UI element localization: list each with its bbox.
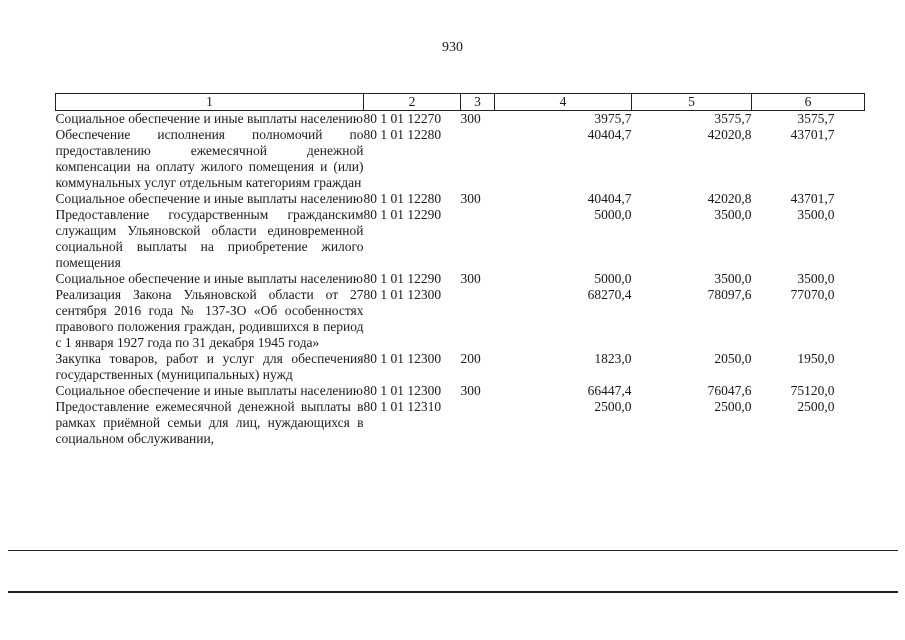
table-row <box>56 191 865 207</box>
table-row <box>56 207 865 271</box>
table-body <box>56 111 865 448</box>
cell-expense-type <box>461 127 495 191</box>
cell-value-1: 5000,0 <box>594 207 632 222</box>
cell-code: 80 1 01 12300 <box>363 287 442 302</box>
col-header-1: 1 <box>56 94 364 111</box>
cell-value-1: 66447,4 <box>587 383 632 398</box>
col-header-3: 3 <box>461 94 495 111</box>
cell-name: Обеспечение исполнения полномочий по предоставлению ежемесячной денежной компенсации на оплату жилого помещения и (или) коммунальных услуг отдельным категориям граждан <box>55 127 364 190</box>
cell-value-1: 2500,0 <box>594 399 632 414</box>
cell-value-2: 3575,7 <box>714 111 752 126</box>
cell-value-3: 3500,0 <box>797 207 835 222</box>
budget-table <box>55 93 865 447</box>
cell-value-1: 40404,7 <box>587 127 632 142</box>
cell-value-3: 3500,0 <box>797 271 835 286</box>
cell-name: Социальное обеспечение и иные выплаты населению <box>55 271 363 286</box>
cell-code: 80 1 01 12290 <box>363 271 442 286</box>
header-row <box>56 94 865 111</box>
cell-value-2: 42020,8 <box>707 191 752 206</box>
col-header-4: 4 <box>495 94 632 111</box>
table-row <box>56 287 865 351</box>
table-row <box>56 351 865 383</box>
cell-value-1: 5000,0 <box>594 271 632 286</box>
cell-value-2: 2500,0 <box>714 399 752 414</box>
cell-name: Реализация Закона Ульяновской области от 27 сентября 2016 года № 137-ЗО «Об особенностях правового положения граждан, родившихся в период с 1 января 1927 года по 31 декабря 1945 года» <box>55 287 364 350</box>
col-header-5: 5 <box>632 94 752 111</box>
cell-name: Социальное обеспечение и иные выплаты населению <box>55 383 363 398</box>
cell-expense-type: 300 <box>460 111 481 126</box>
col-header-2: 2 <box>364 94 461 111</box>
cell-value-2: 3500,0 <box>714 207 752 222</box>
cell-expense-type: 200 <box>460 351 481 366</box>
col-header-6: 6 <box>752 94 865 111</box>
table-row <box>56 127 865 191</box>
table-row <box>56 271 865 287</box>
cell-name: Социальное обеспечение и иные выплаты населению <box>55 191 363 206</box>
cell-expense-type: 300 <box>460 271 481 286</box>
cell-value-2: 2050,0 <box>714 351 752 366</box>
cell-expense-type <box>461 207 495 271</box>
cell-value-3: 75120,0 <box>790 383 835 398</box>
cell-expense-type <box>461 287 495 351</box>
table-row <box>56 111 865 128</box>
table-row <box>56 383 865 399</box>
cell-code: 80 1 01 12280 <box>363 127 442 142</box>
cell-value-2: 78097,6 <box>707 287 752 302</box>
cell-expense-type: 300 <box>460 383 481 398</box>
cell-code: 80 1 01 12310 <box>363 399 442 414</box>
cell-value-1: 68270,4 <box>587 287 632 302</box>
cell-name: Предоставление ежемесячной денежной выплаты в рамках приёмной семьи для лиц, нуждающихся в социальном обслуживании, <box>55 399 364 446</box>
cell-name: Социальное обеспечение и иные выплаты населению <box>55 111 363 126</box>
cell-value-3: 43701,7 <box>790 191 835 206</box>
cell-code: 80 1 01 12300 <box>363 383 442 398</box>
cell-value-2: 42020,8 <box>707 127 752 142</box>
cell-expense-type: 300 <box>460 191 481 206</box>
strike-line <box>8 550 898 551</box>
page-number: 930 <box>442 40 463 55</box>
cell-value-1: 3975,7 <box>594 111 632 126</box>
cell-value-1: 40404,7 <box>587 191 632 206</box>
cell-code: 80 1 01 12290 <box>363 207 442 222</box>
cell-name: Закупка товаров, работ и услуг для обеспечения государственных (муниципальных) нужд <box>55 351 364 382</box>
cell-value-2: 3500,0 <box>714 271 752 286</box>
table-row <box>56 399 865 447</box>
cell-code: 80 1 01 12270 <box>363 111 442 126</box>
cell-value-3: 43701,7 <box>790 127 835 142</box>
cell-code: 80 1 01 12300 <box>363 351 442 366</box>
cell-value-2: 76047,6 <box>707 383 752 398</box>
cell-code: 80 1 01 12280 <box>363 191 442 206</box>
cell-value-3: 1950,0 <box>797 351 835 366</box>
cell-value-3: 3575,7 <box>797 111 835 126</box>
cell-value-3: 2500,0 <box>797 399 835 414</box>
cell-expense-type <box>461 399 495 447</box>
cell-value-3: 77070,0 <box>790 287 835 302</box>
cell-name: Предоставление государственным гражданским служащим Ульяновской области единовременной социальной выплаты на приобретение жилого помещения <box>55 207 364 270</box>
bottom-rule <box>8 591 898 593</box>
cell-value-1: 1823,0 <box>594 351 632 366</box>
